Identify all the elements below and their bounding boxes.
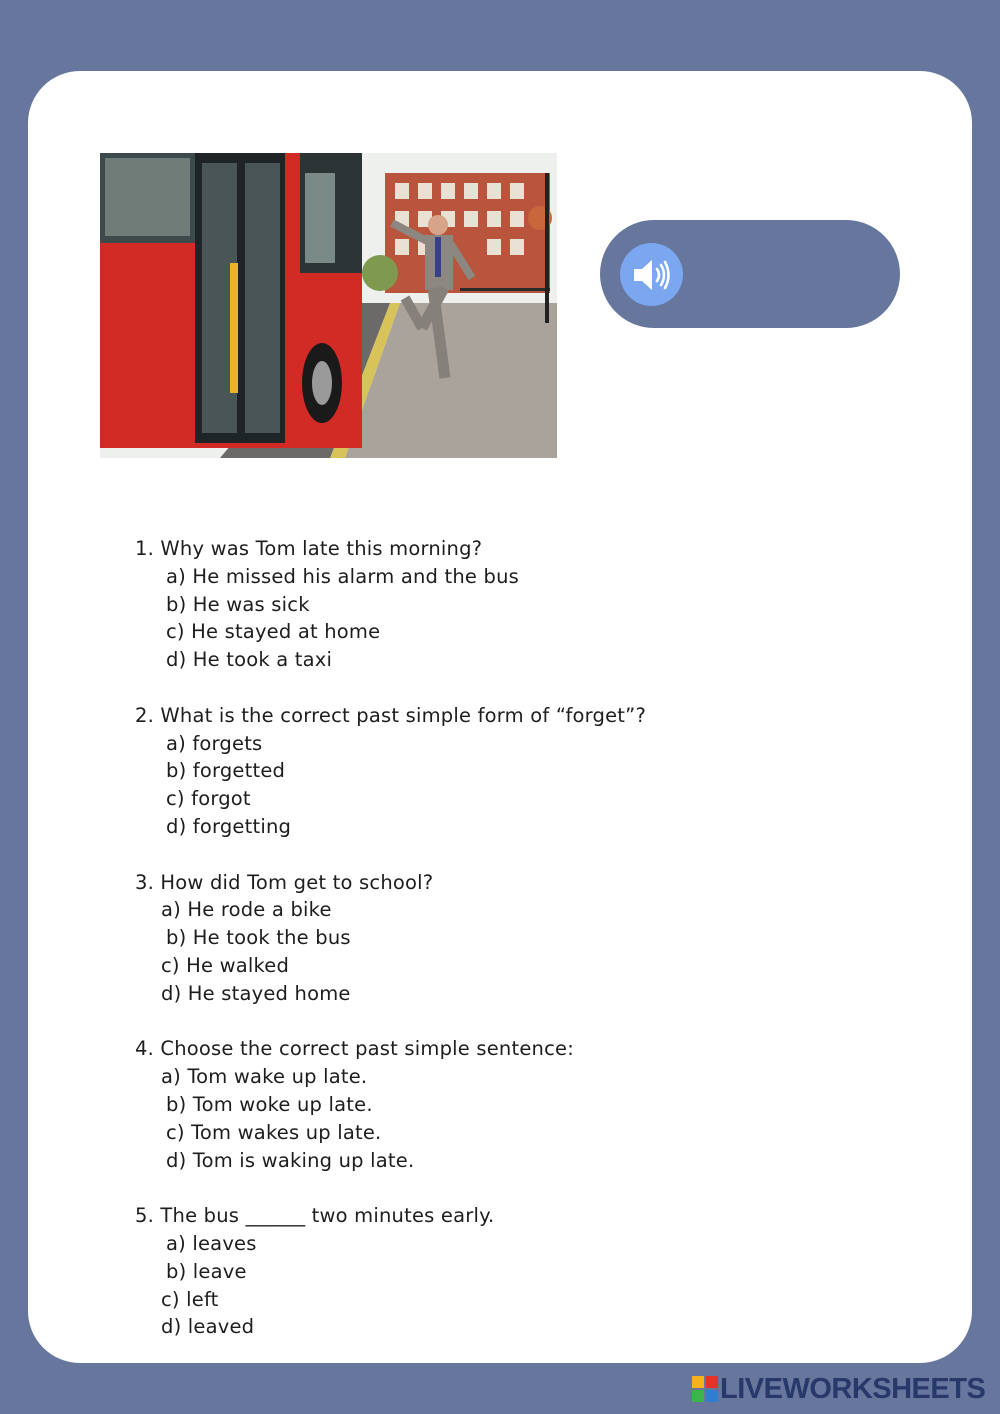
- option-a[interactable]: a) forgets: [166, 731, 263, 755]
- option-b[interactable]: b) forgetted: [166, 759, 286, 783]
- question-1: [135, 535, 895, 674]
- question-text: 1. Why was Tom late this morning?: [135, 537, 483, 560]
- question-text: 2. What is the correct past simple form of “forget”?: [135, 703, 646, 727]
- option-c[interactable]: c) left: [161, 1287, 219, 1311]
- option-b[interactable]: b) leave: [166, 1259, 247, 1283]
- question-text: 5. The bus ______ two minutes early.: [135, 1204, 495, 1228]
- play-audio-button[interactable]: [620, 243, 683, 306]
- option-d[interactable]: d) He took a taxi: [166, 648, 333, 672]
- question-text: 3. How did Tom get to school?: [135, 870, 434, 894]
- option-d[interactable]: d) leaved: [161, 1315, 255, 1339]
- speaker-icon: [632, 257, 672, 293]
- option-d[interactable]: d) Tom is waking up late.: [166, 1148, 415, 1172]
- question-list: [135, 535, 895, 1369]
- question-2: [135, 702, 895, 841]
- option-a[interactable]: a) He rode a bike: [161, 898, 332, 922]
- brand-name: LIVEWORKSHEETS: [720, 1372, 986, 1405]
- option-c[interactable]: c) He stayed at home: [166, 620, 381, 644]
- option-d[interactable]: d) He stayed home: [161, 981, 351, 1005]
- brand-logo[interactable]: [692, 1374, 985, 1404]
- bus-photo: [100, 153, 557, 458]
- liveworksheets-logo-icon: [692, 1376, 718, 1402]
- option-b[interactable]: b) Tom woke up late.: [166, 1092, 373, 1116]
- option-c[interactable]: c) Tom wakes up late.: [166, 1120, 382, 1144]
- option-b[interactable]: b) He was sick: [166, 592, 310, 616]
- question-3: [135, 869, 895, 1008]
- option-a[interactable]: a) leaves: [166, 1231, 257, 1255]
- option-b[interactable]: b) He took the bus: [166, 926, 351, 950]
- option-a[interactable]: a) Tom wake up late.: [161, 1065, 368, 1089]
- option-a[interactable]: a) He missed his alarm and the bus: [166, 564, 520, 588]
- option-c[interactable]: c) He walked: [161, 953, 290, 977]
- option-d[interactable]: d) forgetting: [166, 814, 292, 838]
- audio-player: [600, 220, 900, 328]
- question-4: [135, 1035, 895, 1174]
- option-c[interactable]: c) forgot: [166, 787, 251, 811]
- question-5: [135, 1202, 895, 1341]
- question-text: 4. Choose the correct past simple sentence:: [135, 1037, 574, 1061]
